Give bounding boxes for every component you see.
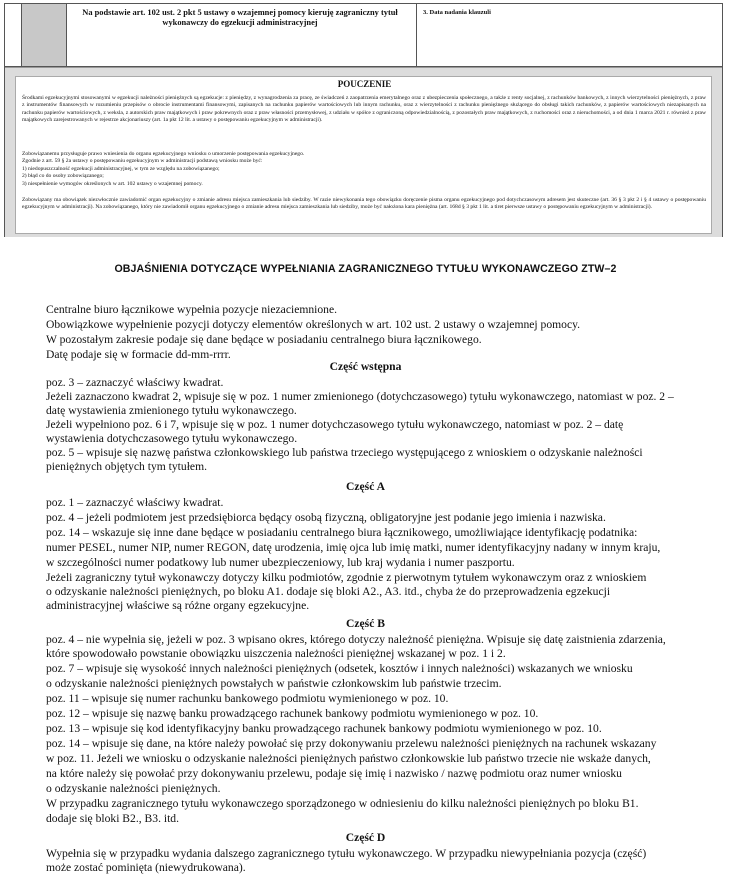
section-line: pieniężnych objętych tym tytułem. [46,460,207,473]
section-line: poz. 14 – wskazuje się inne dane będące w posiadaniu centralnego biura łącznikowego, umożliwiające identyfikację podatnika: [46,526,638,539]
section-line: Jeżeli wypełniono poz. 6 i 7, wpisuje się w poz. 1 numer dotychczasowego tytułu wykonawczego, natomiast w poz. 2 – datę [46,418,624,431]
intro-line: Obowiązkowe wypełnienie pozycji dotyczy elementów określonych w art. 102 ust. 2 ustawy o wzajemnej pomocy. [46,318,581,331]
section-line: o odzyskanie należności pieniężnych. [46,782,221,795]
section-line: datę wystawienia zmienionego tytułu wykonawczego. [46,404,297,417]
section-line: w poz. 11. Jeżeli we wniosku o odzyskanie należności pieniężnych państwo członkowskie lub państwo trzecie nie wskaże danych, [46,752,651,765]
section-line: o odzyskanie należności pieniężnych powstałych w państwie członkowskim lub państwie trzecim. [46,677,502,690]
section-line: W przypadku zagranicznego tytułu wykonawczego sporządzonego w odniesieniu do kilku należności pieniężnych po bloku B1. [46,797,639,810]
section-line: wystawienia dotychczasowego tytułu wykonawczego. [46,432,298,445]
instruction-line: 2) błąd co do osoby zobowiązanego; [22,173,104,180]
section-line: poz. 5 – wpisuje się nazwę państwa członkowskiego lub państwa trzeciego występującego z wnioskiem o odzyskanie należności [46,446,643,459]
section-line: poz. 12 – wpisuje się nazwę banku prowadzącego rachunek bankowy podmiotu wymienionego w poz. 10. [46,707,539,720]
instruction-paragraph-1: Środkami egzekucyjnymi stosowanymi w egzekucji należności pieniężnych są egzekucje: z pieniędzy, z wynagrodzenia za pracę, ze świadczeń z zaopatrzenia emerytalnego oraz z ubezpieczenia społecznego, a także z renty socjalnej, z rachunków bankowych, z innych wierzytelności pieniężnych, z praw z instrumentów finansowych w rozumieniu przepisów o obrocie instrumentami finansowymi, zapisanych na rachunku papierów wartościowych lub innym rachunku, oraz z wierzytelności z rachunku pieniężnego służącego do obsługi takich rachunków, z papierów wartościowych niezapisanych na rachunku papierów wartościowych, z weksla, z autorskich praw majątkowych i praw pokrewnych oraz z praw własności przemysłowej, z udziału w spółce z ograniczoną odpowiedzialnością, z pozostałych praw majątkowych, z ruchomości oraz z nieruchomości, a od dnia 1 marca 2021 r. również z praw majątkowych zarejestrowanych w rejestrze akcjonariuszy (art. 1a pkt 12 lit. a ustawy o postępowaniu egzekucyjnym w administracji). [22,95,706,124]
form-top-row [5,4,722,67]
section-line: Wypełnia się w przypadku wydania dalszego zagranicznego tytułu wykonawczego. W przypadku niewypełniania pozycja (część) [46,847,647,860]
instruction-title: POUCZENIE [337,79,392,89]
instruction-paragraph-2 [22,151,706,188]
section-title-a: Część A [346,480,385,493]
section-line: poz. 4 – nie wypełnia się, jeżeli w poz. 3 wpisano okres, którego dotyczy należność pieniężna. Wpisuje się datę zaistnienia zdarzenia, [46,633,666,646]
instruction-line: Zgodnie z art. 59 § 2a ustawy o postępowaniu egzekucyjnym w administracji podstawą wniosku może być: [22,158,263,165]
section-line: dodaje się bloki B2., B3. itd. [46,812,179,825]
section-title-b: Część B [346,617,385,630]
section-line: poz. 14 – wpisuje się dane, na które należy powołać się przy dokonywaniu przelewu należności pieniężnych na rachunek wskazany [46,737,657,750]
section-line: numer PESEL, numer NIP, numer REGON, datę urodzenia, imię ojca lub imię matki, numer identyfikacyjny nadany w innym kraju, [46,541,661,554]
section-line: w szczególności numer podatkowy lub numer ubezpieczeniowy, lub kraj wydania i numer paszportu. [46,556,515,569]
instruction-paragraph-3: Zobowiązany ma obowiązek niezwłocznie zawiadomić organ egzekucyjny o zmianie adresu miejsca zamieszkania lub siedziby. W razie niewykonania tego obowiązku doręczenie pisma organu egzekucyjnego pod dotychczasowym adresem jest skuteczne (art. 36 § 3 pkt 2 i § 4 ustawy o postępowaniu egzekucyjnym w administracji). Na zobowiązanego, który nie zawiadomił organu egzekucyjnego o zmianie adresu miejsca zamieszkania lub siedziby, może być nałożona kara pieniężna (art. 168d § 3 pkt 1 lit. a tiret pierwsze ustawy o postępowaniu egzekucyjnym w administracji). [22,197,706,211]
section-line: poz. 1 – zaznaczyć właściwy kwadrat. [46,496,224,509]
page-heading: OBJAŚNIENIA DOTYCZĄCE WYPEŁNIANIA ZAGRANICZNEGO TYTUŁU WYKONAWCZEGO ZTW–2 [114,263,617,275]
section-line: o odzyskanie należności pieniężnych, po bloku A1. dodaje się bloki A2., A3. itd., chyba że do przeprowadzenia egzekucji [46,585,611,598]
intro-line: W pozostałym zakresie podaje się dane będące w posiadaniu centralnego biura łącznikowego. [46,333,482,346]
instruction-line: Zobowiązanemu przysługuje prawo wniesienia do organu egzekucyjnego wniosku o umorzenie postępowania egzekucyjnego. [22,151,305,157]
shaded-cell [21,4,67,66]
intro-line: Centralne biuro łącznikowe wypełnia pozycje niezaciemnione. [46,303,338,316]
section-line: poz. 11 – wpisuje się numer rachunku bankowego podmiotu wymienionego w poz. 10. [46,692,449,705]
section-line: które spowodowało powstanie obowiązku uiszczenia należności pieniężnej wskazanej w poz. 1 i 2. [46,647,506,660]
instruction-area [5,67,722,237]
legal-basis-cell [66,4,417,66]
instruction-line: 1) niedopuszczalność egzekucji administracyjnej, w tym ze względu na zobowiązanego; [22,165,220,172]
section-title-d: Część D [345,831,386,844]
section-line: administracyjnej właściwe są różne organy egzekucyjne. [46,599,310,612]
section-title-wstepna: Część wstępna [329,360,402,373]
section-line: może zostać pominięta (niewydrukowana). [46,861,246,874]
date-field[interactable] [417,4,722,66]
section-line: Jeżeli zaznaczono kwadrat 2, wpisuje się w poz. 1 numer zmienionego (dotychczasowego) tytułu wykonawczego, natomiast w poz. 2 – [46,390,674,403]
section-line: poz. 3 – zaznaczyć właściwy kwadrat. [46,376,224,389]
form-header-box [4,3,723,237]
legal-basis-text: Na podstawie art. 102 ust. 2 pkt 5 ustawy o wzajemnej pomocy kieruję zagraniczny tytuł wykonawczy do egzekucji administracyjnej [82,8,398,27]
section-line: poz. 4 – jeżeli podmiotem jest przedsiębiorca będący osobą fizyczną, obligatoryjne jest podanie jego imienia i nazwiska. [46,511,606,524]
instruction-line: 3) niespełnienie wymogów określonych w art. 102 ustawy o wzajemnej pomocy. [22,180,203,187]
instruction-box [15,76,712,234]
section-line: na które należy się powołać przy dokonywaniu przelewu, podaje się imię i nazwisko / nazwę podmiotu oraz numer wniosku [46,767,622,780]
section-line: Jeżeli zagraniczny tytuł wykonawczy dotyczy kilku podmiotów, zgodnie z pierwotnym tytułem wykonawczym oraz z wnioskiem [46,571,647,584]
intro-line: Datę podaje się w formacie dd-mm-rrrr. [46,348,231,361]
date-field-label: 3. Data nadania klauzuli [423,9,491,16]
section-line: poz. 7 – wpisuje się wysokość innych należności pieniężnych (odsetek, kosztów i innych należności) wskazanych we wniosku [46,662,633,675]
section-line: poz. 13 – wpisuje się kod identyfikacyjny banku prowadzącego rachunek bankowy podmiotu wymienionego w poz. 10. [46,722,602,735]
